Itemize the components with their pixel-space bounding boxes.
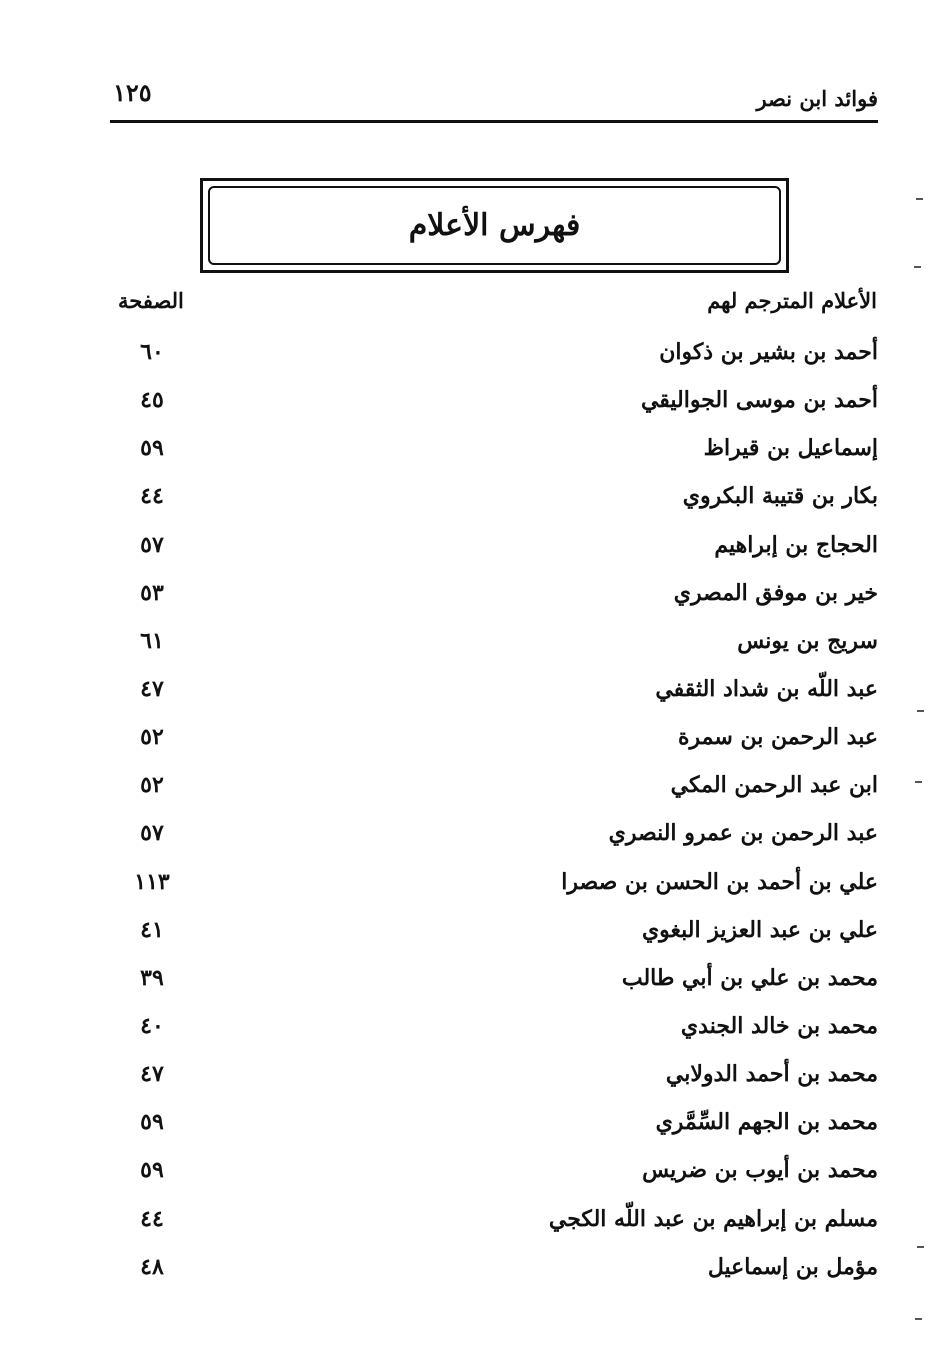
index-entry bbox=[110, 670, 878, 718]
entry-name: خير بن موفق المصري bbox=[673, 579, 878, 606]
index-entry bbox=[110, 1103, 878, 1151]
scan-margin-mark bbox=[914, 266, 921, 268]
entry-name: علي بن عبد العزيز البغوي bbox=[641, 916, 878, 943]
index-entry bbox=[110, 863, 878, 911]
entry-page: ٦٠ bbox=[140, 339, 164, 365]
entry-page: ٤٧ bbox=[140, 1061, 164, 1088]
index-title-frame bbox=[200, 178, 789, 273]
entry-page: ٥٢ bbox=[140, 772, 164, 799]
entry-name: مسلم بن إبراهيم بن عبد اللّه الكجي bbox=[548, 1205, 878, 1232]
entry-name: ابن عبد الرحمن المكي bbox=[670, 772, 878, 799]
page-header bbox=[110, 74, 878, 124]
entry-name: أحمد بن بشير بن ذكوان bbox=[659, 339, 878, 365]
scan-margin-mark bbox=[916, 198, 923, 200]
entry-page: ١١٣ bbox=[134, 868, 170, 895]
entry-page: ٥٩ bbox=[140, 1157, 164, 1184]
entry-page: ٤٤ bbox=[140, 483, 164, 510]
scan-margin-mark bbox=[915, 1318, 922, 1320]
entry-page: ٥٩ bbox=[140, 1109, 164, 1136]
name-column-header: الأعلام المترجم لهم bbox=[707, 288, 877, 313]
index-title: فهرس الأعلام bbox=[408, 208, 581, 243]
entry-page: ٤٤ bbox=[140, 1205, 164, 1232]
entry-page: ٤٥ bbox=[140, 387, 164, 414]
index-title-inner-frame bbox=[208, 186, 781, 265]
index-entries bbox=[110, 333, 878, 1296]
entry-page: ٥٣ bbox=[140, 579, 164, 606]
header-title: فوائد ابن نصر bbox=[756, 86, 878, 111]
entry-page: ٥٢ bbox=[140, 724, 164, 751]
index-entry bbox=[110, 429, 878, 477]
index-entry bbox=[110, 1248, 878, 1296]
scan-margin-mark bbox=[915, 781, 922, 783]
entry-name: إسماعيل بن قيراظ bbox=[703, 435, 878, 462]
entry-page: ٦١ bbox=[140, 627, 164, 654]
header-rule bbox=[110, 120, 878, 123]
index-entry bbox=[110, 622, 878, 670]
entry-name: مؤمل بن إسماعيل bbox=[707, 1253, 878, 1280]
index-entry bbox=[110, 526, 878, 574]
entry-name: محمد بن خالد الجندي bbox=[680, 1012, 878, 1039]
entry-page: ٣٩ bbox=[140, 964, 164, 991]
index-entry bbox=[110, 911, 878, 959]
index-entry bbox=[110, 1055, 878, 1103]
entry-name: الحجاج بن إبراهيم bbox=[714, 531, 878, 558]
index-entry bbox=[110, 766, 878, 814]
entry-name: سريج بن يونس bbox=[737, 627, 878, 654]
entry-page: ٥٧ bbox=[140, 531, 164, 558]
entry-name: عبد اللّه بن شداد الثقفي bbox=[655, 675, 878, 702]
entry-name: محمد بن أيوب بن ضريس bbox=[642, 1157, 878, 1184]
scan-margin-mark bbox=[917, 1246, 924, 1248]
entry-name: عبد الرحمن بن عمرو النصري bbox=[608, 820, 878, 847]
entry-page: ٥٧ bbox=[140, 820, 164, 847]
index-entry bbox=[110, 333, 878, 381]
page-column-header: الصفحة bbox=[118, 288, 184, 313]
scan-margin-mark bbox=[917, 710, 924, 712]
entry-name: محمد بن الجهم السِّمَّري bbox=[655, 1109, 878, 1136]
entry-page: ٤٧ bbox=[140, 675, 164, 702]
entry-name: علي بن أحمد بن الحسن بن صصرا bbox=[561, 868, 878, 895]
index-entry bbox=[110, 1200, 878, 1248]
entry-page: ٤٠ bbox=[140, 1012, 164, 1039]
index-entry bbox=[110, 1007, 878, 1055]
index-entry bbox=[110, 574, 878, 622]
index-entry bbox=[110, 718, 878, 766]
entry-name: أحمد بن موسى الجواليقي bbox=[640, 387, 878, 414]
entry-page: ٤٨ bbox=[140, 1253, 164, 1280]
entry-page: ٤١ bbox=[140, 916, 164, 943]
entry-name: محمد بن أحمد الدولابي bbox=[665, 1061, 878, 1088]
index-entry bbox=[110, 814, 878, 862]
index-entry bbox=[110, 381, 878, 429]
entry-name: بكار بن قتيبة البكروي bbox=[682, 483, 878, 510]
index-entry bbox=[110, 959, 878, 1007]
page-number: ١٢٥ bbox=[113, 78, 152, 107]
index-entry bbox=[110, 1151, 878, 1199]
entry-name: عبد الرحمن بن سمرة bbox=[678, 724, 878, 751]
index-entry bbox=[110, 477, 878, 525]
entry-page: ٥٩ bbox=[140, 435, 164, 462]
entry-name: محمد بن علي بن أبي طالب bbox=[621, 964, 878, 991]
